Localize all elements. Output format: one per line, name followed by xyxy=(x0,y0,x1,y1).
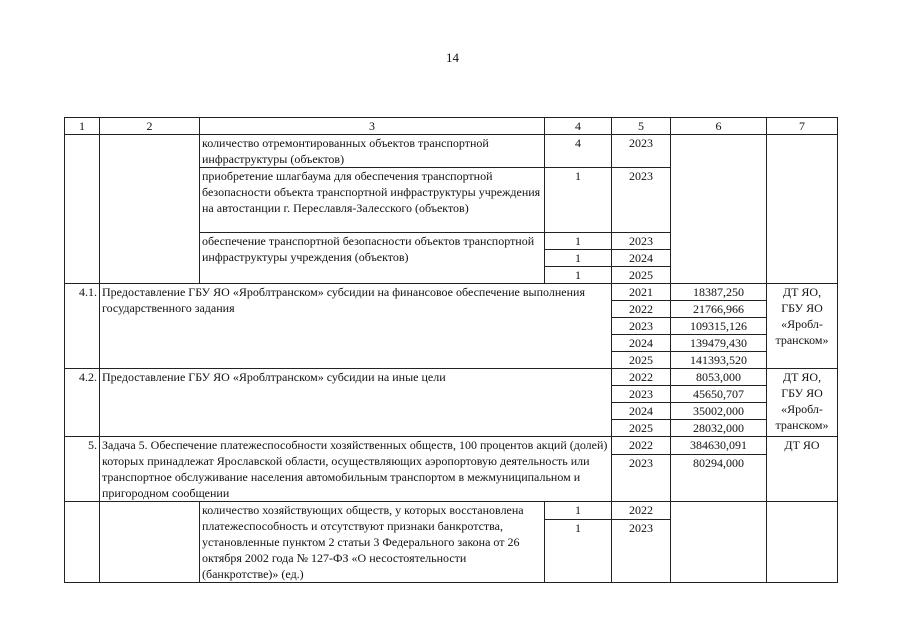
header-row xyxy=(65,118,838,135)
indicator-year: 2023 xyxy=(612,168,671,233)
executor-line: «Яробл- xyxy=(781,317,823,331)
year-cell: 2023 xyxy=(612,318,671,335)
item-number: 4.1. xyxy=(65,284,100,369)
empty-cell xyxy=(100,502,200,583)
amount-cell: 384630,091 xyxy=(671,437,767,455)
amount-cell: 80294,000 xyxy=(671,455,767,502)
year-cell: 2023 xyxy=(612,386,671,403)
amount-cell: 8053,000 xyxy=(671,369,767,386)
empty-cell xyxy=(65,502,100,583)
year-cell: 2025 xyxy=(612,420,671,437)
year-cell: 2021 xyxy=(612,284,671,301)
item-number: 4.2. xyxy=(65,369,100,437)
amount-cell: 18387,250 xyxy=(671,284,767,301)
item-text: Предоставление ГБУ ЯО «Яроблтранском» субсидии на финансовое обеспечение выполнения государственного задания xyxy=(100,284,612,369)
empty-cell xyxy=(767,502,838,583)
executor-line: ДТ ЯО, xyxy=(782,370,822,384)
amount-cell: 109315,126 xyxy=(671,318,767,335)
executor-line: ГБУ ЯО xyxy=(781,301,823,315)
indicator-year: 2023 xyxy=(612,233,671,250)
indicator-year: 2024 xyxy=(612,250,671,267)
header-cell: 1 xyxy=(65,118,100,135)
empty-cell xyxy=(671,135,767,284)
table-row xyxy=(65,284,838,301)
table-row xyxy=(65,369,838,386)
indicator-value: 1 xyxy=(545,250,612,267)
empty-cell xyxy=(767,135,838,284)
page-number: 14 xyxy=(446,50,459,65)
header-cell: 5 xyxy=(612,118,671,135)
executor-cell: ДТ ЯО xyxy=(767,437,838,502)
empty-cell xyxy=(65,135,100,284)
year-cell: 2024 xyxy=(612,403,671,420)
header-cell: 7 xyxy=(767,118,838,135)
amount-cell: 28032,000 xyxy=(671,420,767,437)
item-text: Задача 5. Обеспечение платежеспособности хозяйственных обществ, 100 процентов акций (долей) которых принадлежат Ярославской области, осуществляющих аэропортовую деятельность или транспортное обслуживание населения автомобильным транспортом в межмуниципальном и пригородном сообщении xyxy=(100,437,612,502)
executor-line: транском» xyxy=(775,333,829,347)
year-cell: 2024 xyxy=(612,335,671,352)
executor-line: ГБУ ЯО xyxy=(781,386,823,400)
year-cell: 2023 xyxy=(612,455,671,502)
indicator-text: количество хозяйствующих обществ, у которых восстановлена платежеспособность и отсутствуют признаки банкротства, установленные пунктом 2 статьи 3 Федерального закона от 26 октября 2002 года № 127-ФЗ «О несостоятельности (банкротстве)» (ед.) xyxy=(200,502,545,583)
executor-line: транском» xyxy=(775,418,829,432)
indicator-value: 1 xyxy=(545,520,612,583)
executor-line: ДТ ЯО, xyxy=(782,285,822,299)
year-cell: 2022 xyxy=(612,369,671,386)
indicator-year: 2025 xyxy=(612,267,671,284)
amount-cell: 139479,430 xyxy=(671,335,767,352)
amount-cell: 35002,000 xyxy=(671,403,767,420)
indicator-year: 2023 xyxy=(612,135,671,168)
year-cell: 2025 xyxy=(612,352,671,369)
year-cell: 2022 xyxy=(612,301,671,318)
empty-cell xyxy=(100,135,200,284)
executor-cell xyxy=(767,369,838,437)
amount-cell: 45650,707 xyxy=(671,386,767,403)
indicator-year: 2022 xyxy=(612,502,671,520)
table-row xyxy=(65,502,838,520)
executor-line: «Яробл- xyxy=(781,402,823,416)
executor-cell xyxy=(767,284,838,369)
indicator-text: обеспечение транспортной безопасности объектов транспортной инфраструктуры учреждения (объектов) xyxy=(200,233,545,284)
indicator-value: 4 xyxy=(545,135,612,168)
indicator-value: 1 xyxy=(545,168,612,233)
header-cell: 6 xyxy=(671,118,767,135)
program-table xyxy=(64,117,838,583)
indicator-value: 1 xyxy=(545,233,612,250)
table-row xyxy=(65,135,838,168)
indicator-value: 1 xyxy=(545,267,612,284)
table-row xyxy=(65,437,838,455)
indicator-value: 1 xyxy=(545,502,612,520)
indicator-text: приобретение шлагбаума для обеспечения транспортной безопасности объекта транспортной инфраструктуры учреждения на автостанции г. Переславля-Залесского (объектов) xyxy=(200,168,545,233)
item-number: 5. xyxy=(65,437,100,502)
amount-cell: 141393,520 xyxy=(671,352,767,369)
item-text: Предоставление ГБУ ЯО «Яроблтранском» субсидии на иные цели xyxy=(100,369,612,437)
amount-cell: 21766,966 xyxy=(671,301,767,318)
year-cell: 2022 xyxy=(612,437,671,455)
header-cell: 4 xyxy=(545,118,612,135)
empty-cell xyxy=(671,502,767,583)
header-cell: 2 xyxy=(100,118,200,135)
indicator-text: количество отремонтированных объектов транспортной инфраструктуры (объектов) xyxy=(200,135,545,168)
indicator-year: 2023 xyxy=(612,520,671,583)
header-cell: 3 xyxy=(200,118,545,135)
